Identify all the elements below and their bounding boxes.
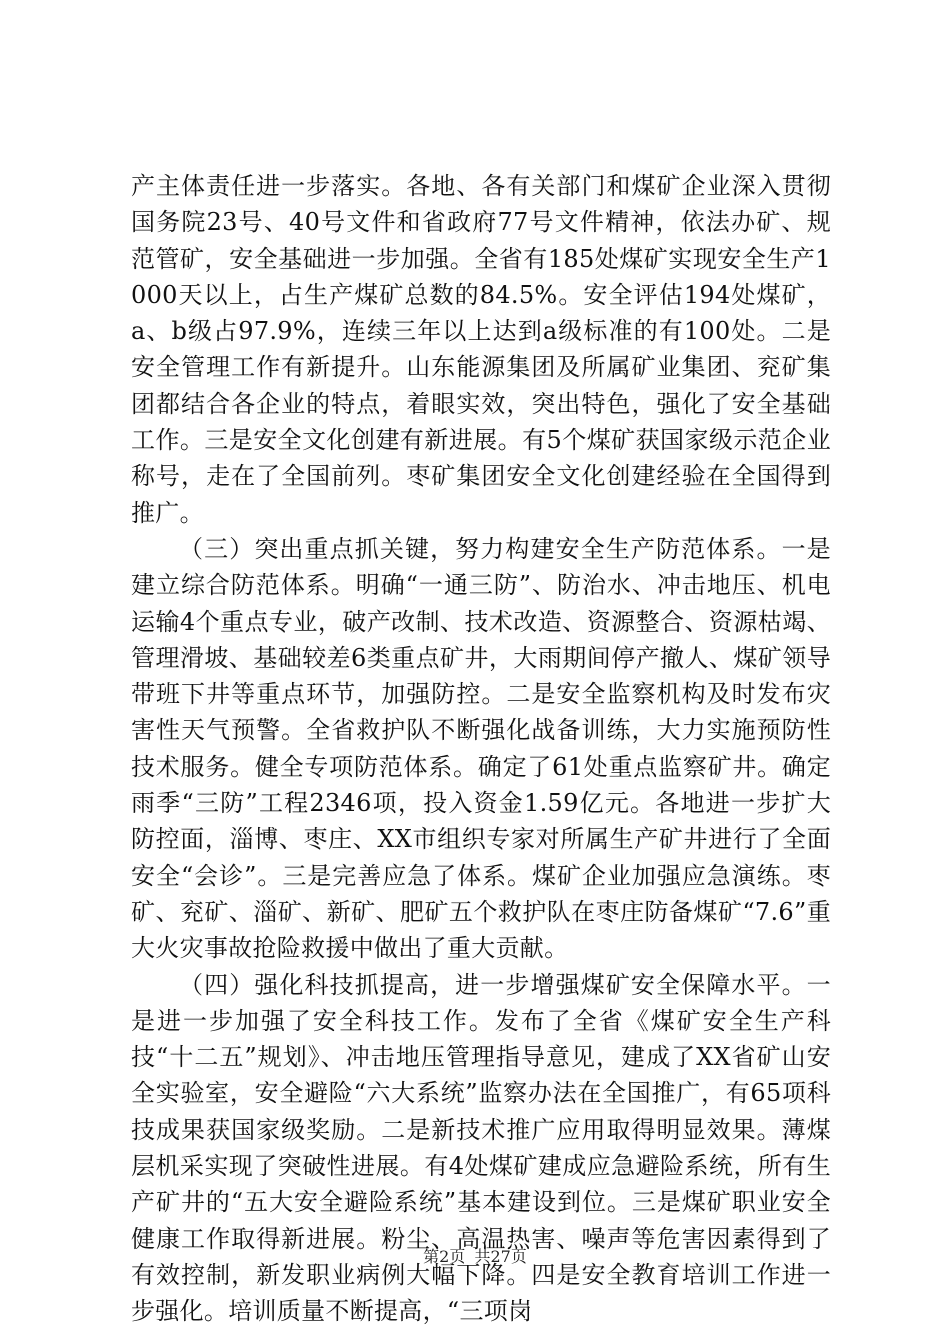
paragraph-continuation: 产主体责任进一步落实。各地、各有关部门和煤矿企业深入贯彻国务院23号、40号文件和省政府77号文件精神，依法办矿、规范管矿，安全基础进一步加强。全省有185处煤矿实现安全生产1000天以上，占生产煤矿总数的84.5%。安全评估194处煤矿，a、b级占97.9%，连续三年以上达到a级标准的有100处。二是安全管理工作有新提升。山东能源集团及所属矿业集团、兖矿集团都结合各企业的特点，着眼实效，突出特色，强化了安全基础工作。三是安全文化创建有新进展。有5个煤矿获国家级示范企业称号，走在了全国前列。枣矿集团安全文化创建经验在全国得到推广。 bbox=[131, 172, 831, 527]
paragraph-section-four: （四）强化科技抓提高，进一步增强煤矿安全保障水平。一是进一步加强了安全科技工作。发布了全省《煤矿安全生产科技“十二五”规划》、冲击地压管理指导意见，建成了XX省矿山安全实验室，安全避险“六大系统”监察办法在全国推广，有65项科技成果获国家级奖励。二是新技术推广应用取得明显效果。薄煤层机采实现了突破性进展。有4处煤矿建成应急避险系统，所有生产矿井的“五大安全避险系统”基本建设到位。三是煤矿职业安全健康工作取得新进展。粉尘、高温热害、噪声等危害因素得到了有效控制，新发职业病例大幅下降。四是安全教育培训工作进一步强化。培训质量不断提高，“三项岗 bbox=[131, 970, 831, 1326]
page-total: 共27页 bbox=[474, 1247, 527, 1266]
page-number: 第2页 bbox=[423, 1247, 466, 1266]
body-text bbox=[131, 168, 831, 1330]
page-footer bbox=[0, 1244, 950, 1267]
paragraph-section-three: （三）突出重点抓关键，努力构建安全生产防范体系。一是建立综合防范体系。明确“一通三防”、防治水、冲击地压、机电运输4个重点专业，破产改制、技术改造、资源整合、资源枯竭、管理滑坡、基础较差6类重点矿井，大雨期间停产撤人、煤矿领导带班下井等重点环节，加强防控。二是安全监察机构及时发布灾害性天气预警。全省救护队不断强化战备训练，大力实施预防性技术服务。健全专项防范体系。确定了61处重点监察矿井。确定雨季“三防”工程2346项，投入资金1.59亿元。各地进一步扩大防控面，淄博、枣庄、XX市组织专家对所属生产矿井进行了全面安全“会诊”。三是完善应急了体系。煤矿企业加强应急演练。枣矿、兖矿、淄矿、新矿、肥矿五个救护队在枣庄防备煤矿“7.6”重大火灾事故抢险救援中做出了重大贡献。 bbox=[131, 534, 831, 963]
